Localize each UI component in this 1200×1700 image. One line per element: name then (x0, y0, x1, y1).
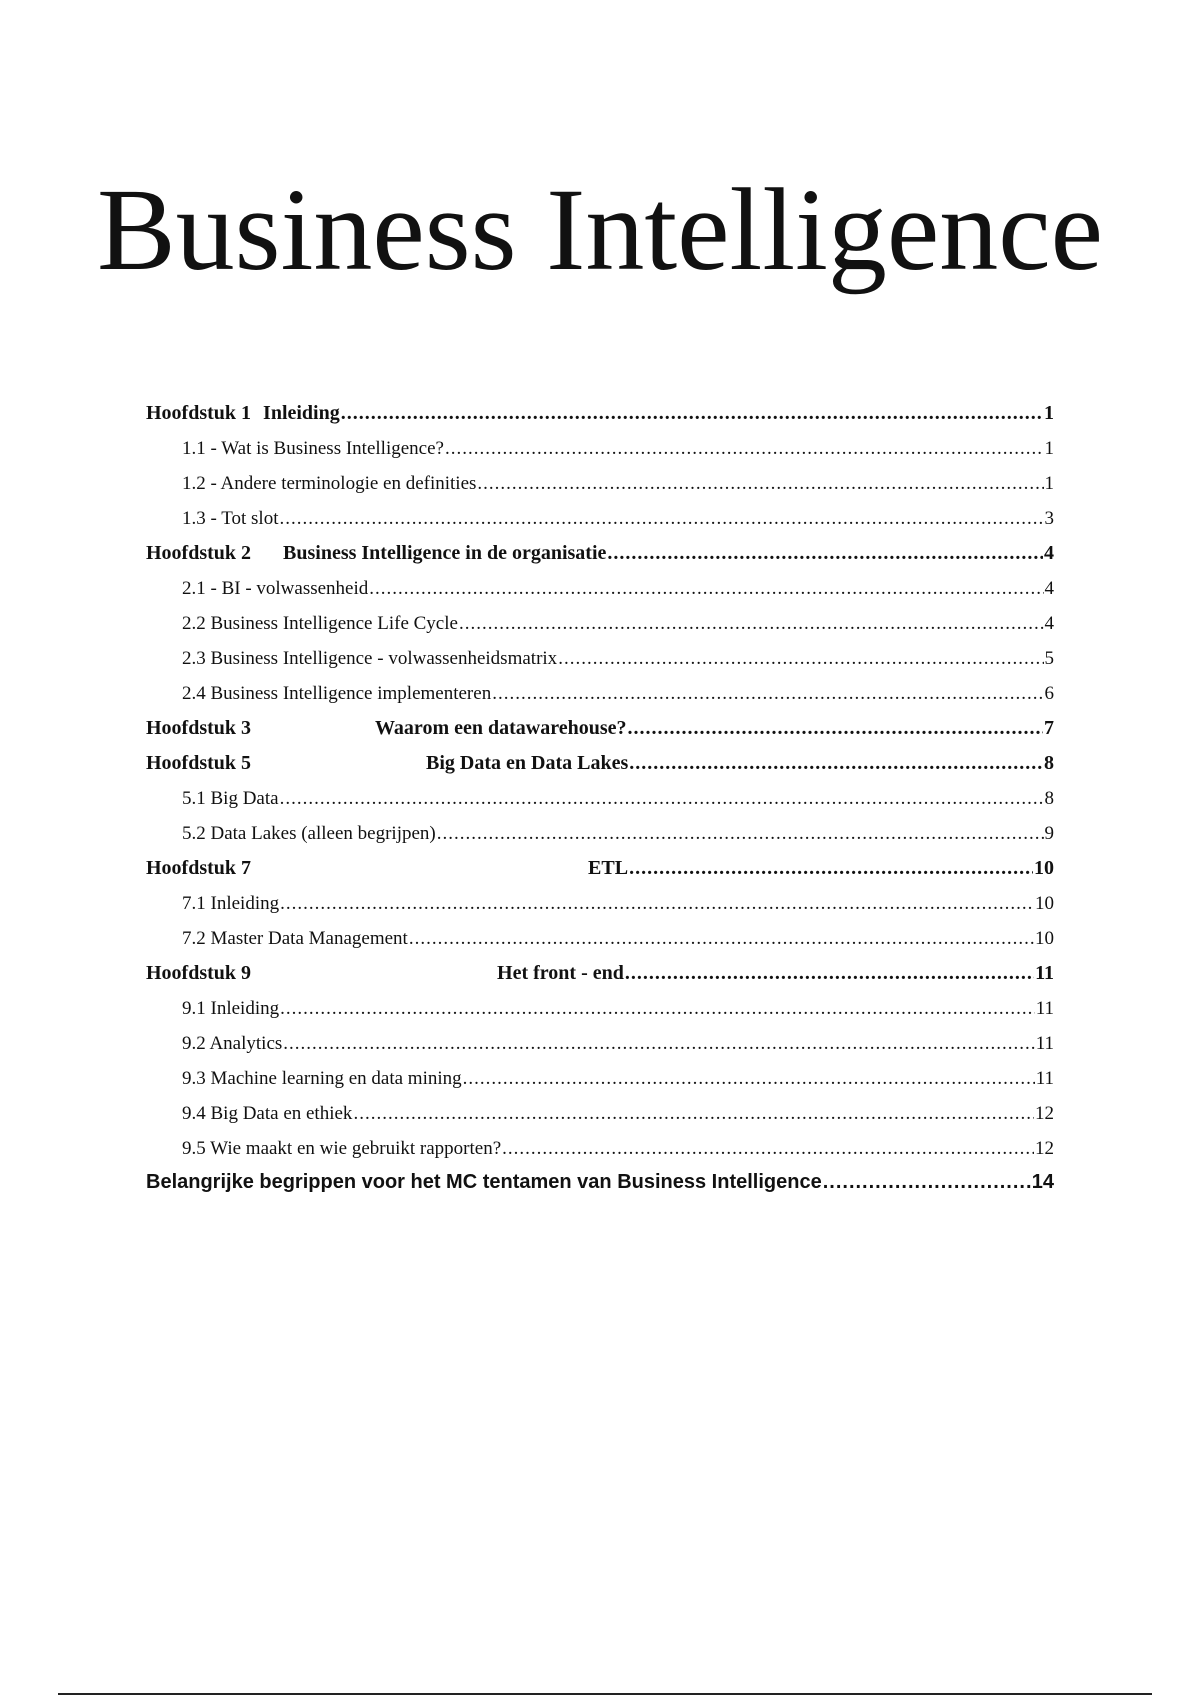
toc-page-number: 3 (1044, 508, 1054, 529)
toc-page-number: 8 (1044, 788, 1054, 809)
toc-dot-leader (629, 746, 1043, 781)
toc-dot-leader (280, 991, 1035, 1026)
toc-section-1-2[interactable] (146, 466, 1054, 501)
toc-dot-leader (369, 571, 1043, 606)
toc-chapter-number: Hoofdstuk 9 (146, 962, 252, 984)
toc-chapter-number: Hoofdstuk 3 (146, 717, 252, 739)
toc-section-title: 9.4 Big Data en ethiek (182, 1103, 353, 1124)
toc-page-number: 10 (1034, 857, 1054, 879)
toc-dot-leader (280, 501, 1044, 536)
toc-appendix[interactable] (146, 1166, 1054, 1198)
toc-dot-leader (280, 886, 1034, 921)
toc-chapter-3[interactable] (146, 711, 1054, 746)
toc-chapter-title: ETL (588, 857, 629, 879)
toc-page-number: 12 (1035, 1138, 1054, 1159)
toc-section-title: 1.3 - Tot slot (182, 508, 279, 529)
toc-section-title: 2.4 Business Intelligence implementeren (182, 683, 492, 704)
toc-chapter-title: Het front - end (497, 962, 624, 984)
toc-page-number: 4 (1044, 613, 1054, 634)
toc-page-number: 6 (1044, 683, 1054, 704)
toc-section-9-4[interactable] (146, 1096, 1054, 1131)
toc-dot-leader (607, 536, 1043, 571)
toc-section-7-1[interactable] (146, 886, 1054, 921)
toc-page-number: 1 (1044, 402, 1054, 424)
toc-section-9-3[interactable] (146, 1061, 1054, 1096)
toc-page-number: 11 (1035, 1033, 1054, 1054)
toc-chapter-title: Big Data en Data Lakes (426, 752, 629, 774)
toc-dot-leader (492, 676, 1043, 711)
toc-chapter-number: Hoofdstuk 5 (146, 752, 252, 774)
toc-section-9-1[interactable] (146, 991, 1054, 1026)
toc-section-title: 2.3 Business Intelligence - volwassenheidsmatrix (182, 648, 558, 669)
toc-chapter-title: Waarom een datawarehouse? (375, 717, 627, 739)
toc-page-number: 10 (1035, 928, 1054, 949)
table-of-contents (146, 396, 1054, 1198)
toc-dot-leader (409, 921, 1034, 956)
toc-page-number: 9 (1044, 823, 1054, 844)
toc-section-title: 7.2 Master Data Management (182, 928, 408, 949)
toc-chapter-1[interactable] (146, 396, 1054, 431)
toc-section-9-2[interactable] (146, 1026, 1054, 1061)
toc-page-number: 11 (1035, 962, 1054, 984)
toc-section-7-2[interactable] (146, 921, 1054, 956)
toc-page-number: 11 (1035, 998, 1054, 1019)
toc-dot-leader (628, 711, 1043, 746)
toc-page-number: 4 (1044, 542, 1054, 564)
toc-section-5-1[interactable] (146, 781, 1054, 816)
toc-page-number: 11 (1035, 1068, 1054, 1089)
toc-chapter-number: Hoofdstuk 1 (146, 402, 252, 424)
toc-dot-leader (341, 396, 1043, 431)
toc-dot-leader (459, 606, 1044, 641)
toc-section-title: 2.2 Business Intelligence Life Cycle (182, 613, 458, 634)
toc-dot-leader (477, 466, 1043, 501)
toc-dot-leader (280, 781, 1044, 816)
toc-dot-leader (437, 816, 1044, 851)
toc-page-number: 5 (1044, 648, 1054, 669)
toc-section-title: 9.1 Inleiding (182, 998, 280, 1019)
toc-dot-leader (558, 641, 1043, 676)
document-title: Business Intelligence (96, 164, 1104, 295)
toc-section-title: 9.5 Wie maakt en wie gebruikt rapporten? (182, 1138, 502, 1159)
toc-page-number: 4 (1044, 578, 1054, 599)
toc-page-number: 1 (1044, 438, 1054, 459)
toc-chapter-2[interactable] (146, 536, 1054, 571)
toc-dot-leader (629, 851, 1033, 886)
toc-dot-leader (625, 956, 1034, 991)
toc-page-number: 14 (1031, 1171, 1054, 1193)
toc-dot-leader (463, 1061, 1035, 1096)
toc-section-title: 5.1 Big Data (182, 788, 279, 809)
toc-section-5-2[interactable] (146, 816, 1054, 851)
toc-chapter-number: Hoofdstuk 2 (146, 542, 252, 564)
toc-page-number: 8 (1044, 752, 1054, 774)
toc-chapter-title: Business Intelligence in de organisatie (283, 542, 607, 564)
toc-section-title: 9.2 Analytics (182, 1033, 283, 1054)
toc-section-9-5[interactable] (146, 1131, 1054, 1166)
toc-chapter-9[interactable] (146, 956, 1054, 991)
toc-dot-leader (502, 1131, 1034, 1166)
toc-section-2-1[interactable] (146, 571, 1054, 606)
toc-section-2-3[interactable] (146, 641, 1054, 676)
toc-dot-leader (823, 1166, 1031, 1198)
toc-page-number: 12 (1035, 1103, 1054, 1124)
toc-page-number: 7 (1044, 717, 1054, 739)
toc-appendix-title: Belangrijke begrippen voor het MC tentamen van Business Intelligence (146, 1171, 822, 1193)
toc-chapter-number: Hoofdstuk 7 (146, 857, 252, 879)
toc-dot-leader (353, 1096, 1034, 1131)
toc-chapter-7[interactable] (146, 851, 1054, 886)
toc-chapter-title: Inleiding (263, 402, 340, 424)
toc-section-1-1[interactable] (146, 431, 1054, 466)
toc-section-title: 1.1 - Wat is Business Intelligence? (182, 438, 444, 459)
toc-chapter-5[interactable] (146, 746, 1054, 781)
toc-section-2-4[interactable] (146, 676, 1054, 711)
toc-section-title: 1.2 - Andere terminologie en definities (182, 473, 477, 494)
toc-dot-leader (445, 431, 1044, 466)
footer-divider (58, 1693, 1152, 1695)
toc-page-number: 10 (1035, 893, 1054, 914)
toc-page-number: 1 (1044, 473, 1054, 494)
toc-section-2-2[interactable] (146, 606, 1054, 641)
toc-section-title: 2.1 - BI - volwassenheid (182, 578, 369, 599)
toc-section-title: 7.1 Inleiding (182, 893, 280, 914)
toc-dot-leader (283, 1026, 1034, 1061)
toc-section-1-3[interactable] (146, 501, 1054, 536)
toc-section-title: 5.2 Data Lakes (alleen begrijpen) (182, 823, 436, 844)
toc-section-title: 9.3 Machine learning en data mining (182, 1068, 462, 1089)
